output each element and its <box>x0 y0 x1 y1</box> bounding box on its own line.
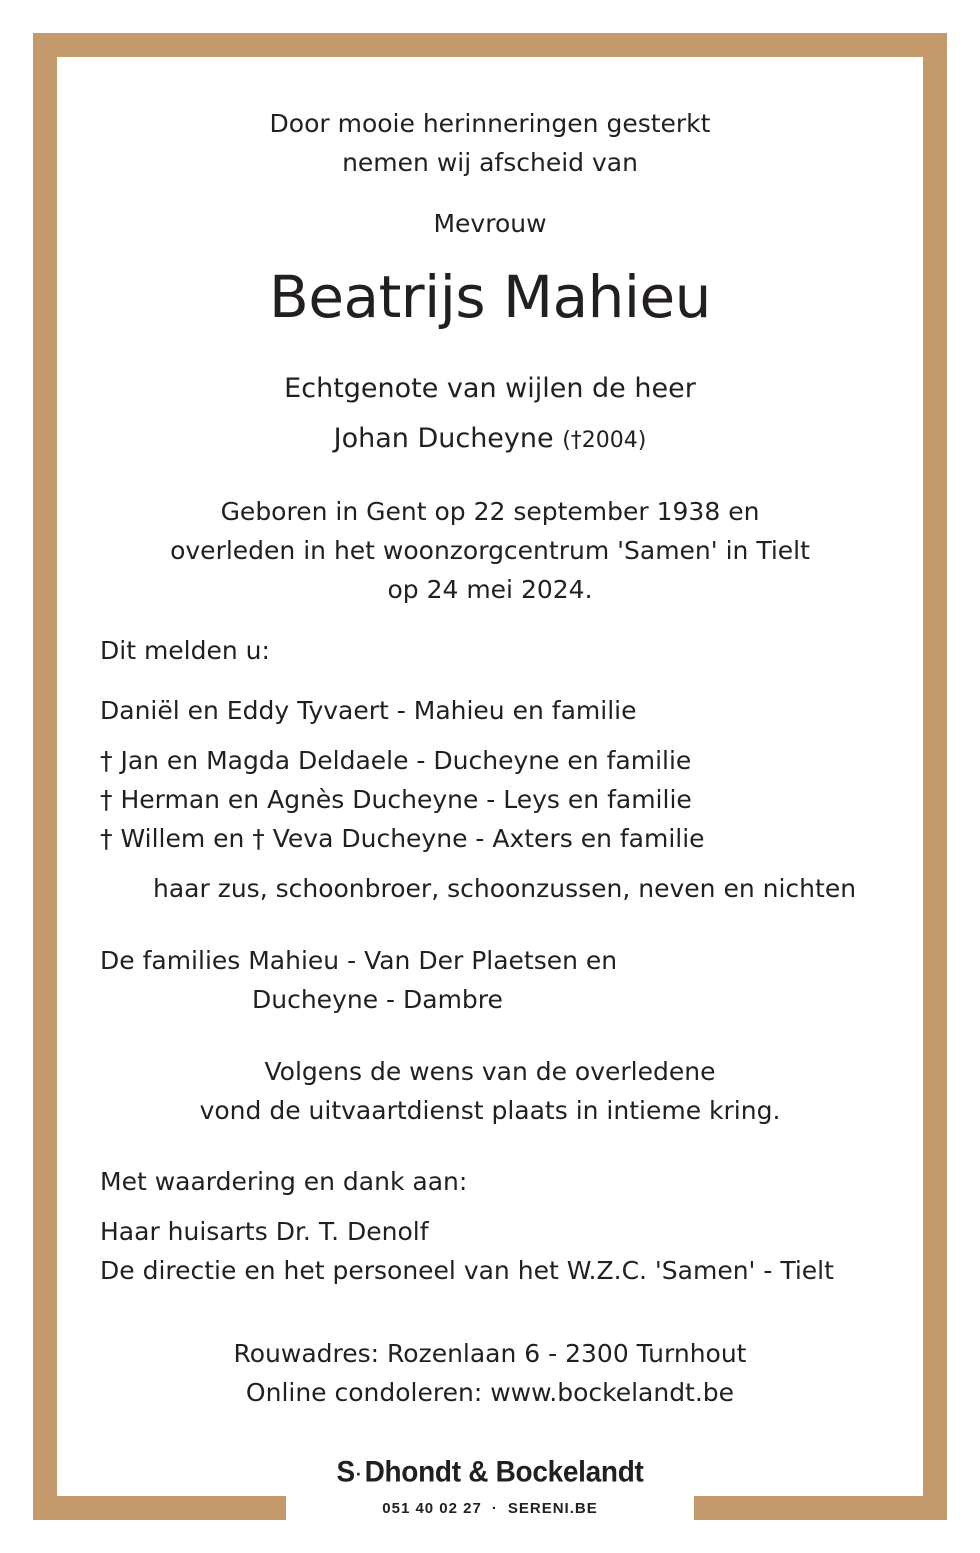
service-line-1: Volgens de wens van de overledene <box>264 1057 716 1086</box>
spouse-death-year: (†2004) <box>562 428 647 453</box>
family-line-6: De families Mahieu - Van Der Plaetsen en <box>100 946 618 975</box>
contact-online: Online condoleren: www.bockelandt.be <box>245 1378 735 1407</box>
funeral-home-name: Dhondt & Bockelandt <box>364 1455 644 1488</box>
logo-dot-icon: · <box>355 1463 362 1485</box>
funeral-home-phone: 051 40 02 27 <box>382 1500 482 1517</box>
family-line-4: † Willem en † Veva Ducheyne - Axters en familie <box>100 824 705 853</box>
family-line-3: † Herman en Agnès Ducheyne - Leys en familie <box>100 785 692 814</box>
life-line-1: Geboren in Gent op 22 september 1938 en <box>220 497 760 526</box>
life-line-2: overleden in het woonzorgcentrum 'Samen' in Tielt <box>170 536 810 565</box>
intro-line-2: nemen wij afscheid van <box>342 148 638 177</box>
spouse-line: Echtgenote van wijlen de heer <box>284 373 696 404</box>
family-line-2: † Jan en Magda Deldaele - Ducheyne en familie <box>100 746 692 775</box>
thanks-heading: Met waardering en dank aan: <box>100 1167 468 1196</box>
thanks-line-1: Haar huisarts Dr. T. Denolf <box>100 1217 429 1246</box>
family-line-1: Daniël en Eddy Tyvaert - Mahieu en familie <box>100 696 637 725</box>
spouse-name-line <box>0 422 980 458</box>
life-line-3: op 24 mei 2024. <box>387 575 593 604</box>
funeral-home-logo-mark: S <box>336 1455 355 1488</box>
frame-left-border <box>33 33 57 1520</box>
intro-line-1: Door mooie herinneringen gesterkt <box>269 109 711 138</box>
family-line-7: Ducheyne - Dambre <box>252 985 503 1014</box>
service-line-2: vond de uitvaartdienst plaats in intieme kring. <box>199 1096 781 1125</box>
announcers-heading: Dit melden u: <box>100 636 270 665</box>
thanks-line-2: De directie en het personeel van het W.Z.C. 'Samen' - Tielt <box>100 1256 834 1285</box>
funeral-home-contact <box>0 1499 980 1519</box>
separator-dot-icon: · <box>491 1500 498 1517</box>
deceased-name: Beatrijs Mahieu <box>269 263 711 331</box>
family-line-5: haar zus, schoonbroer, schoonzussen, neven en nichten <box>153 874 857 903</box>
spouse-name: Johan Ducheyne <box>333 423 554 454</box>
frame-right-border <box>923 33 947 1520</box>
contact-address: Rouwadres: Rozenlaan 6 - 2300 Turnhout <box>233 1339 747 1368</box>
funeral-home-logo <box>0 1454 980 1491</box>
funeral-home-website: SERENI.BE <box>507 1500 598 1517</box>
frame-top-border <box>33 33 947 57</box>
title-prefix: Mevrouw <box>433 209 547 238</box>
